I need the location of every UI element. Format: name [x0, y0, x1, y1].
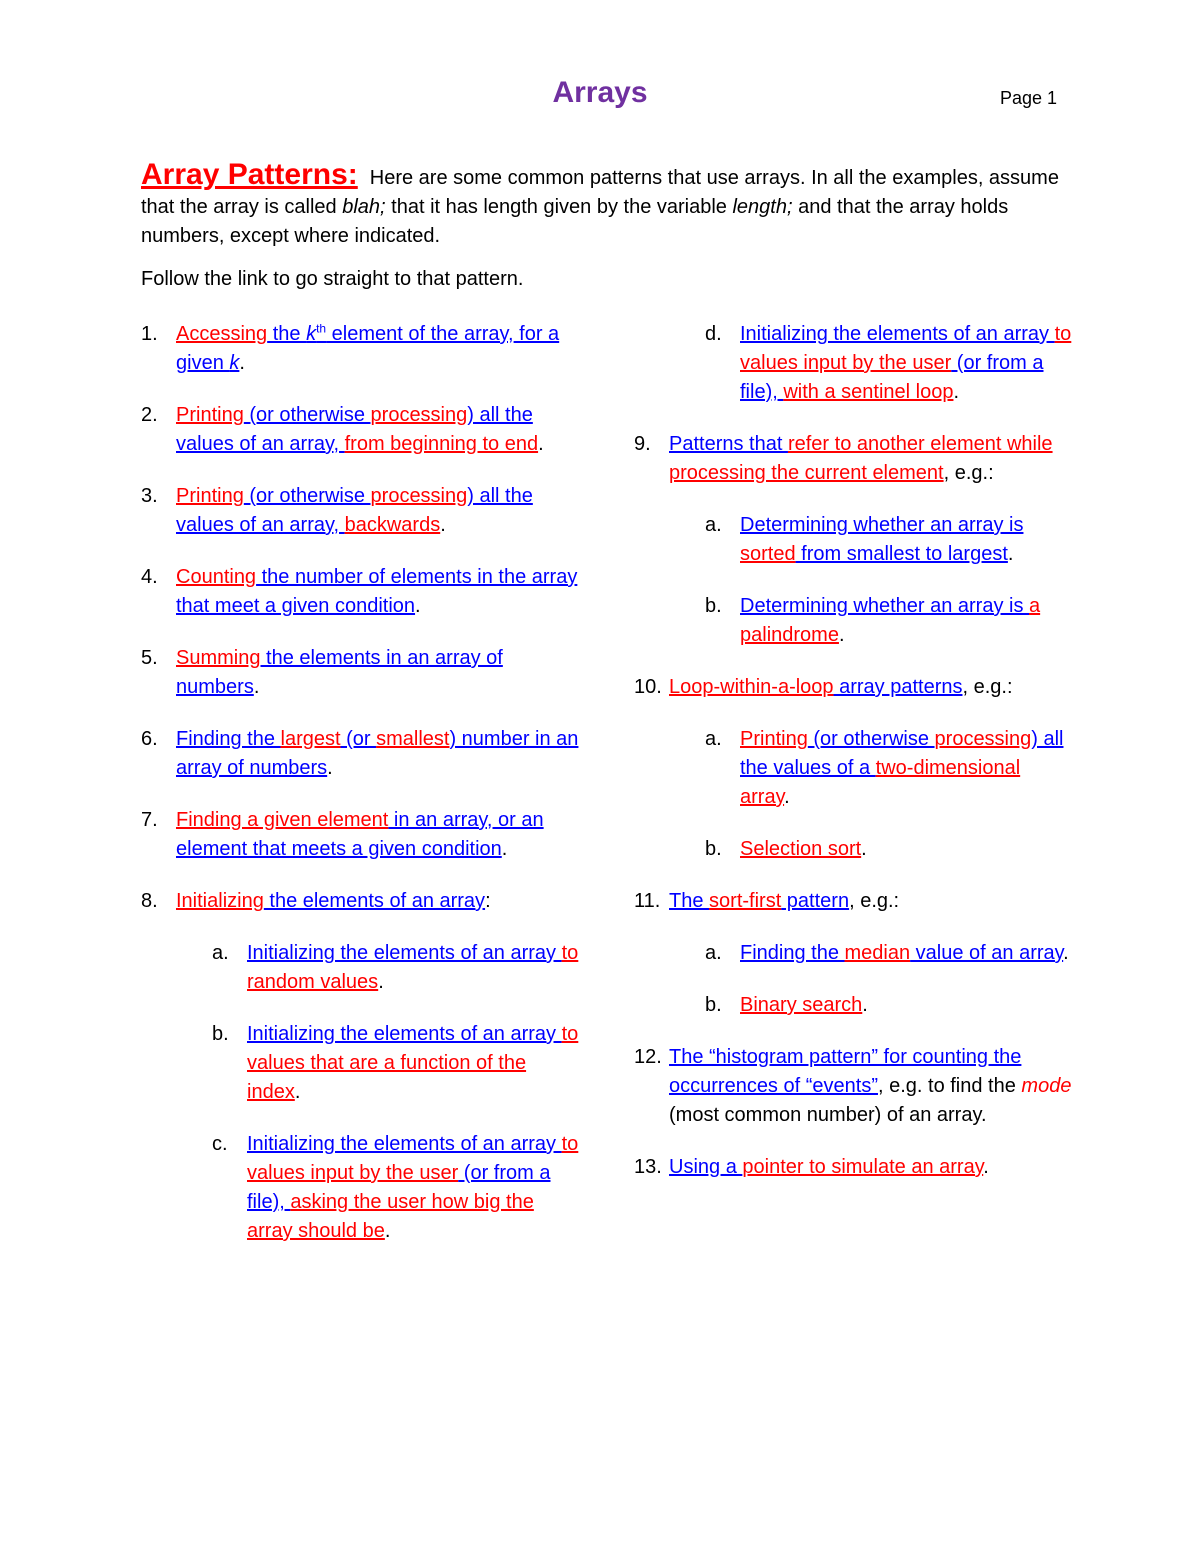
link-finding-given-element[interactable]: Finding a given element in an array, or an element that meets a given condition: [176, 809, 544, 860]
link-selection-sort[interactable]: Selection sort: [740, 838, 862, 860]
left-column: [141, 320, 581, 1269]
link-is-sorted[interactable]: Determining whether an array is sorted from smallest to largest: [740, 514, 1024, 565]
list-item-10b: b. Selection sort.: [705, 838, 867, 860]
link-init-function-of-index[interactable]: Initializing the elements of an array to values that are a function of the index: [247, 1023, 579, 1103]
link-initializing[interactable]: Initializing the elements of an array: [176, 890, 486, 912]
right-column: [634, 320, 1074, 1205]
link-histogram-pattern[interactable]: The “histogram pattern” for counting the occurrences of “events”: [669, 1046, 1022, 1097]
list-item-8d: d. Initializing the elements of an array to values input by the user (or from a file), with a sentinel loop.: [705, 323, 1072, 403]
section-heading: Array Patterns:: [141, 158, 358, 191]
link-counting[interactable]: Counting the number of elements in the array that meet a given condition: [176, 566, 578, 617]
link-loop-within-a-loop[interactable]: Loop-within-a-loop array patterns: [669, 676, 963, 698]
link-binary-search[interactable]: Binary search: [740, 994, 863, 1016]
link-init-user-input-size[interactable]: Initializing the elements of an array to values input by the user (or from a file), asking the user how big the array should be: [247, 1133, 579, 1242]
list-item-9a: a. Determining whether an array is sorted from smallest to largest.: [705, 514, 1024, 565]
link-finding-largest[interactable]: Finding the largest (or smallest) number in an array of numbers: [176, 728, 579, 779]
page-number: Page 1: [1000, 88, 1058, 108]
list-item-8a: a. Initializing the elements of an array to random values.: [212, 942, 579, 993]
list-item-12: 12. The “histogram pattern” for counting the occurrences of “events”, e.g. to find the mode (most common number) of an array.: [634, 1046, 1072, 1126]
list-item-11a: a. Finding the median value of an array.: [705, 942, 1069, 964]
list-item-2: 2. Printing (or otherwise processing) all the values of an array, from beginning to end.: [141, 404, 544, 455]
list-item-9b: b. Determining whether an array is a palindrome.: [705, 595, 1041, 646]
link-pointer-simulate-array[interactable]: Using a pointer to simulate an array: [669, 1156, 984, 1178]
link-printing-2d-array[interactable]: Printing (or otherwise processing) all the values of a two-dimensional array: [740, 728, 1064, 808]
list-item-13: 13. Using a pointer to simulate an array.: [634, 1156, 989, 1178]
link-printing-backwards[interactable]: Printing (or otherwise processing) all the values of an array, backwards: [176, 485, 533, 536]
list-item-10a: a. Printing (or otherwise processing) all the values of a two-dimensional array.: [705, 728, 1064, 808]
list-item-8c: c. Initializing the elements of an array to values input by the user (or from a file), asking the user how big the array should be.: [212, 1133, 579, 1242]
list-item-10: 10. Loop-within-a-loop array patterns, e.g.:: [634, 676, 1013, 698]
list-item-6: 6. Finding the largest (or smallest) number in an array of numbers.: [141, 728, 579, 779]
link-init-sentinel-loop[interactable]: Initializing the elements of an array to values input by the user (or from a file), with a sentinel loop: [740, 323, 1072, 403]
list-item-9: 9. Patterns that refer to another element while processing the current element, e.g.:: [634, 433, 1053, 484]
list-item-8b: b. Initializing the elements of an array to values that are a function of the index.: [212, 1023, 579, 1103]
list-item-11b: b. Binary search.: [705, 994, 868, 1016]
list-item-1: 1. Accessing the $k^{th}$ element of the array, for a given k.: [141, 321, 560, 374]
intro-paragraph: Array Patterns: Here are some common patterns that use arrays. In all the examples, assume that the array is called blah; that it has length given by the variable length; and that the array holds numbers, except where indicated.: [141, 158, 1059, 247]
follow-link-note: Follow the link to go straight to that pattern.: [141, 268, 524, 290]
link-is-palindrome[interactable]: Determining whether an array is a palindrome: [740, 595, 1041, 646]
link-refer-to-another-element[interactable]: Patterns that refer to another element while processing the current element: [669, 433, 1053, 484]
link-summing[interactable]: Summing the elements in an array of numbers: [176, 647, 503, 698]
page-title: Arrays: [552, 76, 648, 109]
list-item-8: 8. Initializing the elements of an array:: [141, 890, 491, 912]
link-init-random[interactable]: Initializing the elements of an array to random values: [247, 942, 579, 993]
list-item-3: 3. Printing (or otherwise processing) all the values of an array, backwards.: [141, 485, 533, 536]
link-accessing-kth-element[interactable]: Accessing the $k^{th}$ element of the array, for a given k: [176, 321, 560, 374]
link-median[interactable]: Finding the median value of an array: [740, 942, 1064, 964]
list-item-4: 4. Counting the number of elements in the array that meet a given condition.: [141, 566, 578, 617]
list-item-5: 5. Summing the elements in an array of numbers.: [141, 647, 503, 698]
list-item-7: 7. Finding a given element in an array, or an element that meets a given condition.: [141, 809, 544, 860]
link-printing-beginning-to-end[interactable]: Printing (or otherwise processing) all the values of an array, from beginning to end: [176, 404, 539, 455]
list-item-11: 11. The sort-first pattern, e.g.:: [634, 890, 900, 912]
link-sort-first-pattern[interactable]: The sort-first pattern: [669, 890, 850, 912]
